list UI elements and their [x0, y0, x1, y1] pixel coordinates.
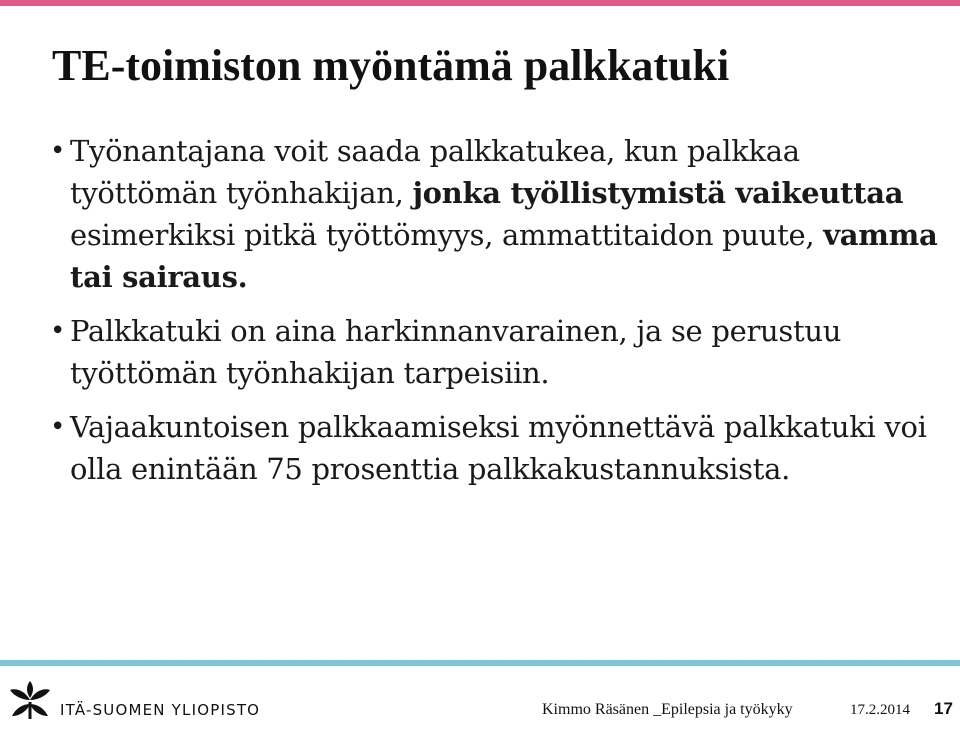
bullet-text-bold: vamma tai sairaus. — [70, 218, 938, 294]
bullet-dot: • — [50, 412, 66, 442]
bullet-item — [50, 406, 950, 490]
bullet-dot: • — [50, 316, 66, 346]
bottom-accent-bar — [0, 660, 960, 666]
bullet-list — [50, 130, 950, 502]
top-accent-bar — [0, 0, 960, 6]
university-name: ITÄ-SUOMEN YLIOPISTO — [60, 701, 261, 719]
bullet-text: esimerkiksi pitkä työttömyys, ammattitaidon puute, — [70, 218, 824, 252]
bullet-dot: • — [50, 136, 66, 166]
slide-title: TE-toimiston myöntämä palkkatuki — [52, 41, 730, 90]
footer-date: 17.2.2014 — [850, 702, 910, 718]
bullet-item — [50, 310, 950, 394]
page-number: 17 — [934, 699, 953, 718]
university-logo-icon — [8, 680, 52, 720]
bullet-text: Työnantajana voit saada palkkatukea, kun palkkaa työttömän työnhakijan, — [70, 134, 800, 210]
footer-author: Kimmo Räsänen _Epilepsia ja työkyky — [542, 701, 793, 718]
bullet-text: Palkkatuki on aina harkinnanvarainen, ja se perustuu työttömän työnhakijan tarpeisiin. — [70, 314, 842, 390]
bullet-item — [50, 130, 950, 298]
bullet-text-bold: jonka työllistymistä vaikeuttaa — [412, 176, 904, 210]
bullet-text: Vajaakuntoisen palkkaamiseksi myönnettävä palkkatuki voi olla enintään 75 prosenttia palkkakustannuksista. — [70, 410, 927, 486]
